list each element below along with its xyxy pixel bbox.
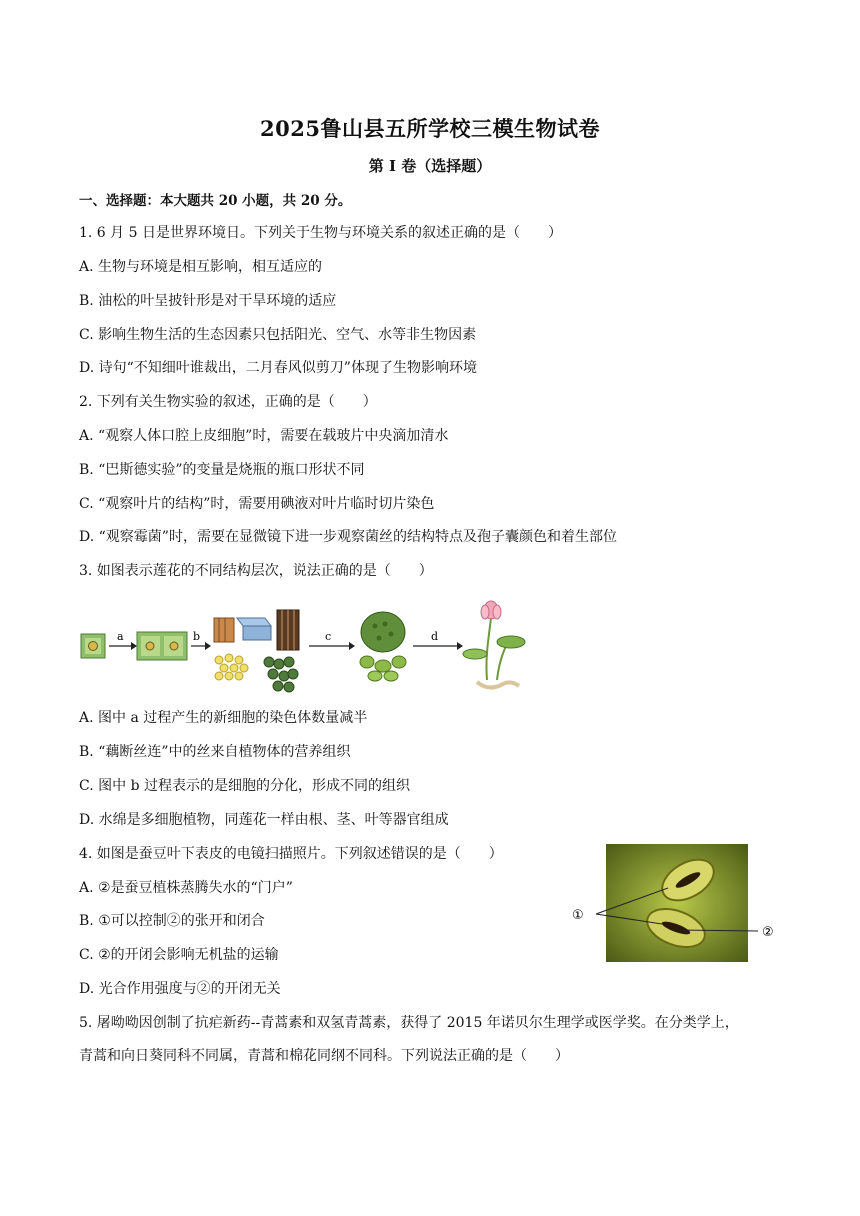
- arrow-c-head: [349, 642, 355, 650]
- question-4-option-c: C. ②的开闭会影响无机盐的运输: [79, 947, 279, 963]
- question-1-stem: 1. 6 月 5 日是世界环境日。下列关于生物与环境关系的叙述正确的是（ ）: [79, 225, 562, 241]
- arrow-a-head: [131, 642, 137, 650]
- question-2-option-d: D. “观察霉菌”时，需要在显微镜下进一步观察菌丝的结构特点及孢子囊颜色和着生部位: [79, 529, 617, 545]
- single-cell-image: [81, 634, 105, 658]
- arrow-b-head: [205, 642, 211, 650]
- label-stoma: ②: [762, 925, 774, 940]
- divided-cells-image: [137, 632, 187, 660]
- part-subtitle: 第 I 卷（选择题）: [368, 157, 492, 175]
- label-guard-cell: ①: [572, 908, 584, 923]
- label-a: a: [117, 630, 124, 643]
- label-b: b: [193, 630, 201, 643]
- label-c: c: [325, 630, 332, 643]
- question-5-stem-line-2: 青蒿和向日葵同科不同属，青蒿和棉花同纲不同科。下列说法正确的是（ ）: [79, 1048, 569, 1064]
- question-3-option-c: C. 图中 b 过程表示的是细胞的分化，形成不同的组织: [79, 778, 410, 794]
- question-1-option-c: C. 影响生物生活的生态因素只包括阳光、空气、水等非生物因素: [79, 327, 477, 343]
- question-1-option-a: A. 生物与环境是相互影响，相互适应的: [79, 259, 323, 275]
- arrow-d-head: [457, 642, 463, 650]
- question-2-option-c: C. “观察叶片的结构”时，需要用碘液对叶片临时切片染色: [79, 496, 435, 512]
- label-d: d: [431, 630, 439, 643]
- section-heading: 一、选择题：本大题共 20 小题，共 20 分。: [79, 193, 352, 209]
- stomata-micrograph-figure: [570, 842, 782, 966]
- lotus-plant-image: [463, 601, 525, 688]
- lotus-structure-levels-figure: [79, 596, 539, 696]
- question-3-option-d: D. 水绵是多细胞植物，同莲花一样由根、茎、叶等器官组成: [79, 812, 449, 828]
- page-title: 2025鲁山县五所学校三模生物试卷: [260, 116, 600, 141]
- question-3-option-a: A. 图中 a 过程产生的新细胞的染色体数量减半: [79, 710, 368, 726]
- question-2-option-a: A. “观察人体口腔上皮细胞”时，需要在载玻片中央滴加清水: [79, 428, 449, 444]
- question-1-option-d: D. 诗句“不知细叶谁裁出，二月春风似剪刀”体现了生物影响环境: [79, 360, 477, 376]
- question-4-option-d: D. 光合作用强度与②的开闭无关: [79, 981, 281, 997]
- question-3-option-b: B. “藕断丝连”中的丝来自植物体的营养组织: [79, 744, 351, 760]
- question-4-stem: 4. 如图是蚕豆叶下表皮的电镜扫描照片。下列叙述错误的是（ ）: [79, 846, 503, 862]
- tissues-images: [214, 610, 299, 692]
- question-2-stem: 2. 下列有关生物实验的叙述，正确的是（ ）: [79, 394, 377, 410]
- question-4-option-b: B. ①可以控制②的张开和闭合: [79, 913, 265, 929]
- question-4-option-a: A. ②是蚕豆植株蒸腾失水的“门户”: [79, 880, 293, 896]
- question-3-stem: 3. 如图表示莲花的不同结构层次，说法正确的是（ ）: [79, 563, 433, 579]
- question-2-option-b: B. “巴斯德实验”的变量是烧瓶的瓶口形状不同: [79, 462, 365, 478]
- question-1-option-b: B. 油松的叶呈披针形是对干旱环境的适应: [79, 293, 337, 309]
- question-5-stem-line-1: 5. 屠呦呦因创制了抗疟新药--青蒿素和双氢青蒿素，获得了 2015 年诺贝尔生理学或医学奖。在分类学上，: [79, 1015, 739, 1031]
- lotus-organ-image: [360, 612, 406, 681]
